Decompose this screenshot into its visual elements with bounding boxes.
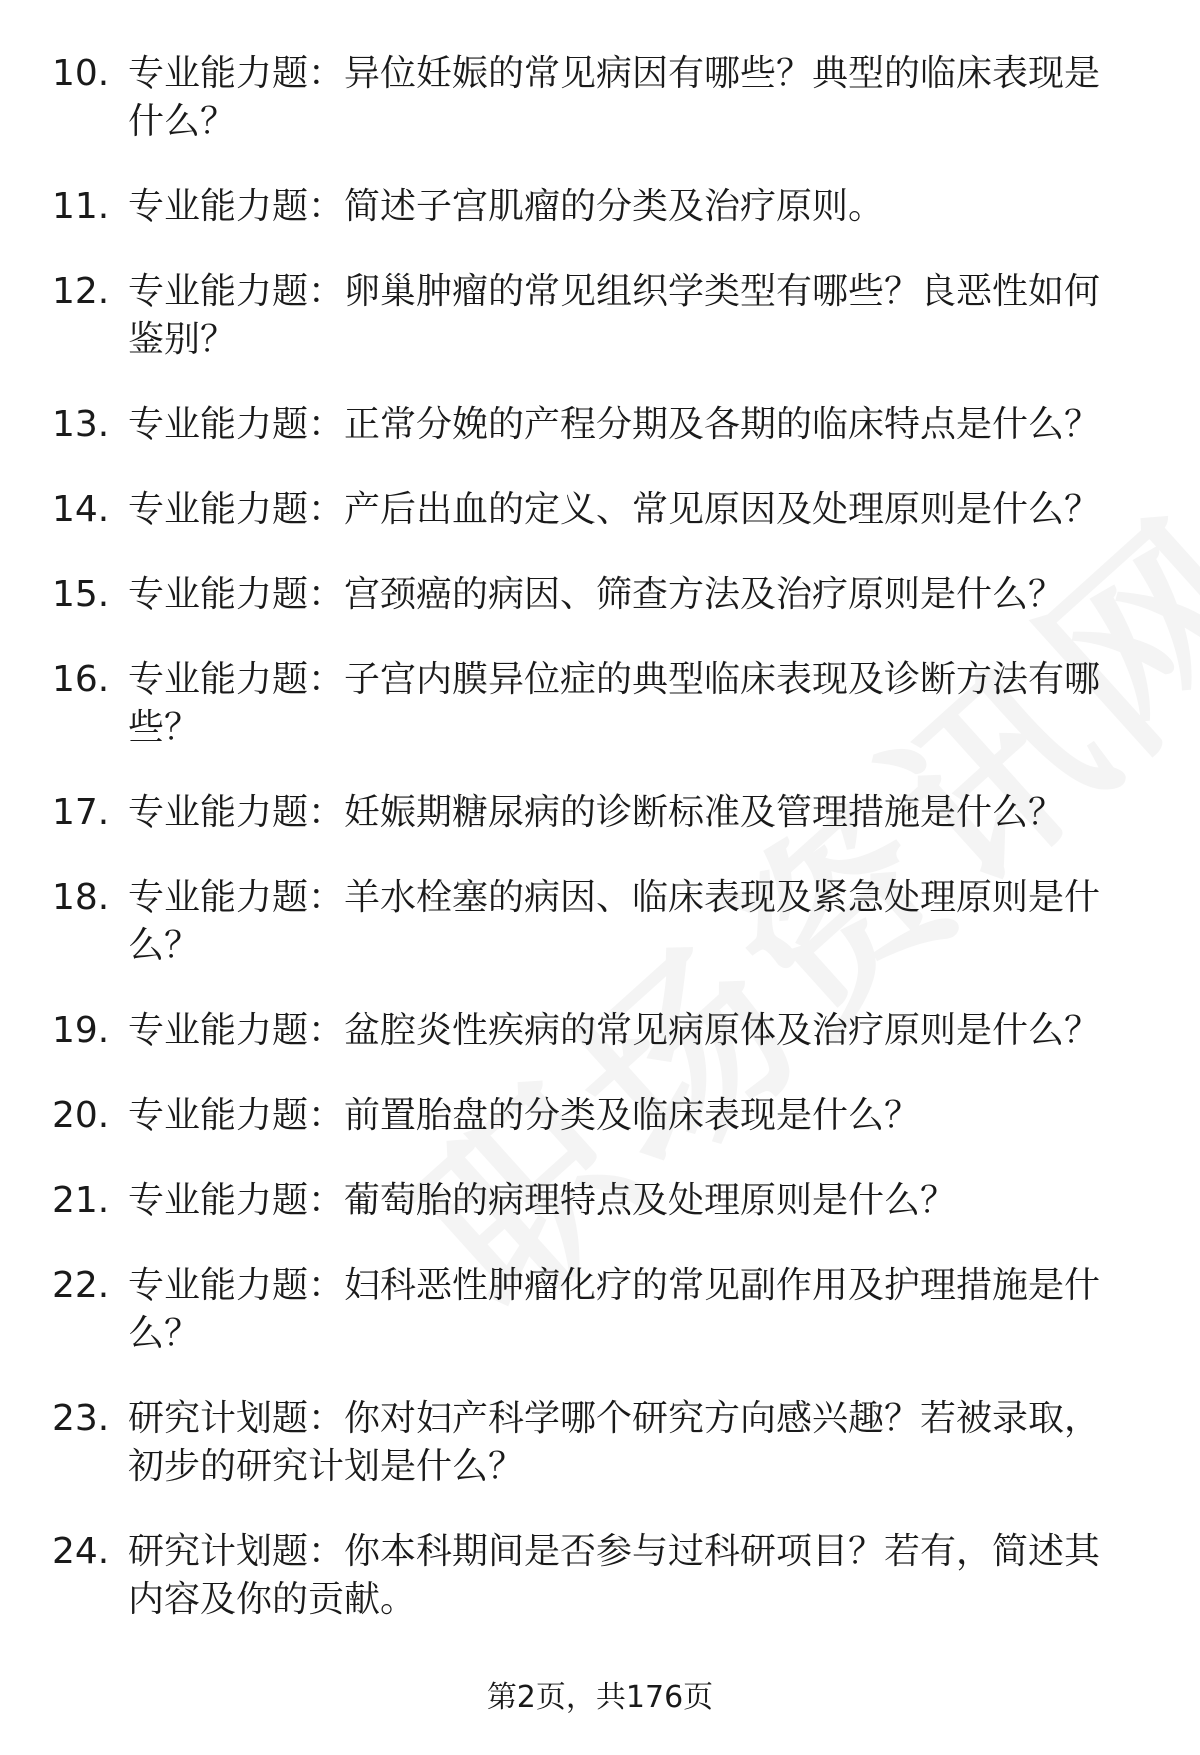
question-number: 16. (52, 659, 110, 700)
question-item (0, 1262, 1200, 1358)
question-text: 专业能力题：葡萄胎的病理特点及处理原则是什么？ (128, 1180, 957, 1221)
question-text: 专业能力题：异位妊娠的常见病因有哪些？典型的临床表现是什么？ (128, 53, 1101, 142)
question-item (0, 486, 1200, 534)
question-number: 18. (52, 877, 110, 918)
question-number: 23. (52, 1398, 110, 1439)
question-number: 13. (52, 404, 110, 445)
question-item (0, 789, 1200, 837)
question-number: 17. (52, 792, 110, 833)
question-item (0, 874, 1200, 970)
question-item (0, 183, 1200, 231)
question-list (0, 50, 1200, 1661)
question-text: 专业能力题：妇科恶性肿瘤化疗的常见副作用及护理措施是什么？ (128, 1265, 1101, 1354)
question-text: 研究计划题：你本科期间是否参与过科研项目？若有，简述其内容及你的贡献。 (128, 1531, 1101, 1620)
page-footer: 第2页，共176页 (486, 1680, 714, 1715)
question-number: 11. (52, 186, 110, 227)
question-item (0, 656, 1200, 752)
question-number: 19. (52, 1010, 110, 1051)
question-text: 专业能力题：羊水栓塞的病因、临床表现及紧急处理原则是什么？ (128, 877, 1101, 966)
question-item (0, 268, 1200, 364)
question-item (0, 1092, 1200, 1140)
question-text: 专业能力题：产后出血的定义、常见原因及处理原则是什么？ (128, 489, 1101, 530)
question-number: 10. (52, 53, 110, 94)
question-item (0, 50, 1200, 146)
question-text: 专业能力题：正常分娩的产程分期及各期的临床特点是什么？ (128, 404, 1101, 445)
question-text: 专业能力题：简述子宫肌瘤的分类及治疗原则。 (128, 186, 885, 227)
question-number: 22. (52, 1265, 110, 1306)
question-number: 15. (52, 574, 110, 615)
question-text: 专业能力题：子宫内膜异位症的典型临床表现及诊断方法有哪些？ (128, 659, 1101, 748)
question-text: 专业能力题：前置胎盘的分类及临床表现是什么？ (128, 1095, 921, 1136)
question-item (0, 1007, 1200, 1055)
question-text: 专业能力题：盆腔炎性疾病的常见病原体及治疗原则是什么？ (128, 1010, 1101, 1051)
question-number: 21. (52, 1180, 110, 1221)
question-number: 20. (52, 1095, 110, 1136)
question-item (0, 571, 1200, 619)
question-number: 24. (52, 1531, 110, 1572)
question-text: 研究计划题：你对妇产科学哪个研究方向感兴趣？若被录取，初步的研究计划是什么？ (128, 1398, 1101, 1487)
question-text: 专业能力题：妊娠期糖尿病的诊断标准及管理措施是什么？ (128, 792, 1065, 833)
question-number: 14. (52, 489, 110, 530)
question-item (0, 1177, 1200, 1225)
question-number: 12. (52, 271, 110, 312)
question-text: 专业能力题：宫颈癌的病因、筛查方法及治疗原则是什么？ (128, 574, 1065, 615)
question-item (0, 401, 1200, 449)
question-text: 专业能力题：卵巢肿瘤的常见组织学类型有哪些？良恶性如何鉴别？ (128, 271, 1101, 360)
question-item (0, 1528, 1200, 1624)
question-item (0, 1395, 1200, 1491)
